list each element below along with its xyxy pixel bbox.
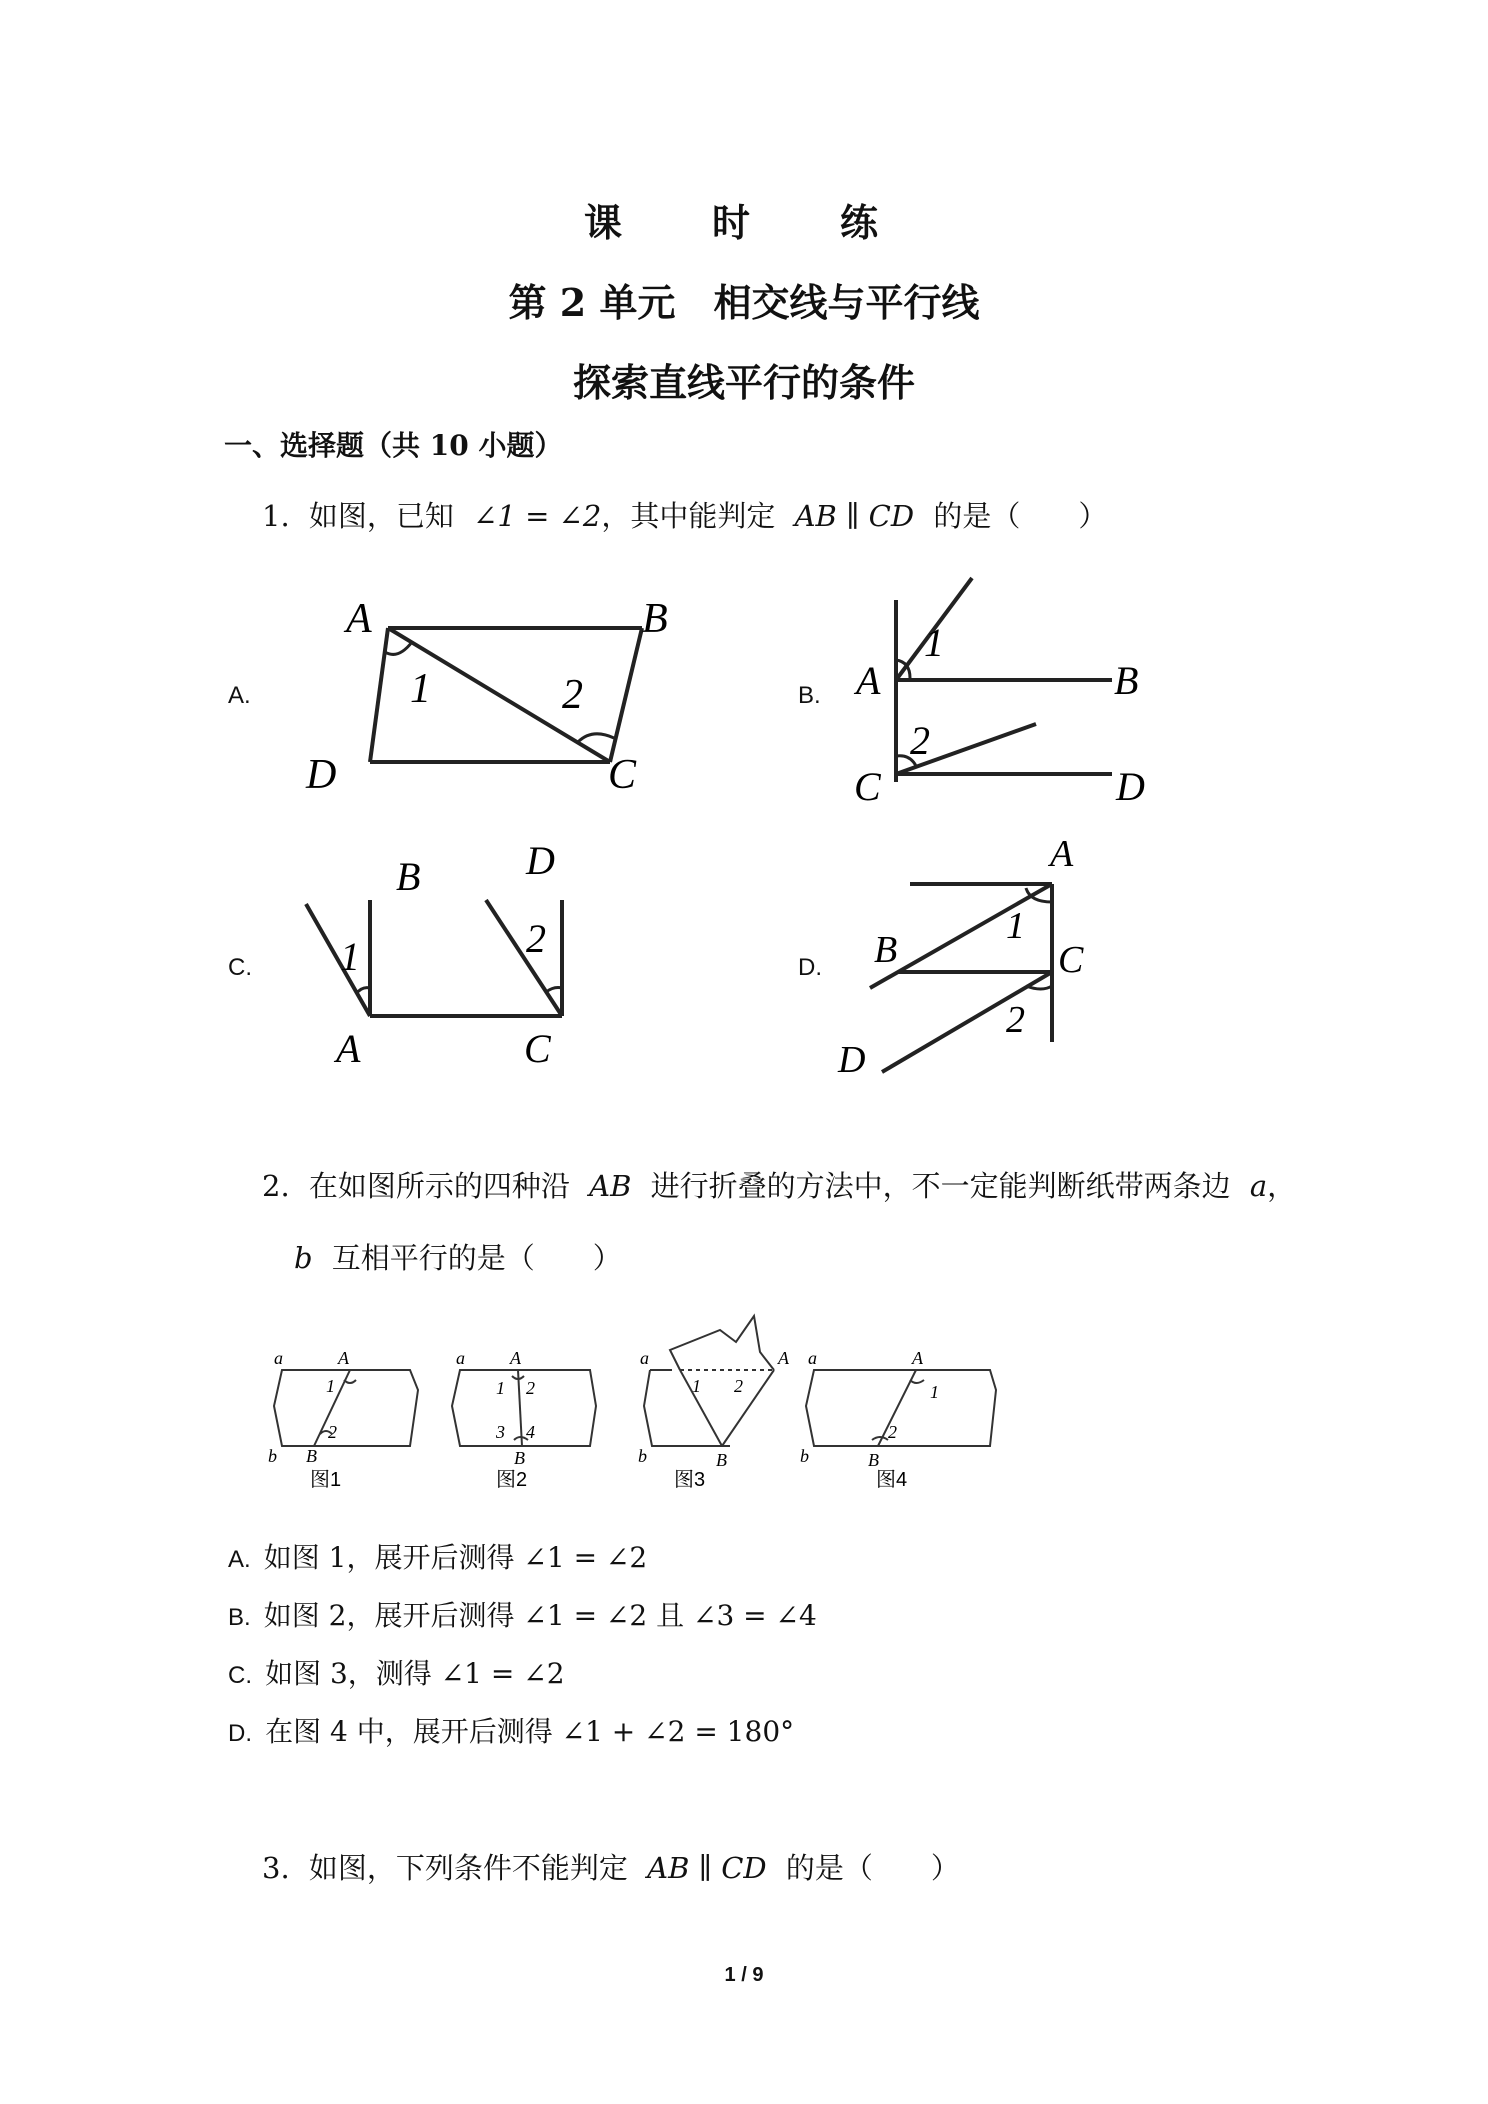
question-3	[262, 1846, 960, 1887]
angle-label-1: 1	[326, 1376, 335, 1396]
option-letter: D.	[228, 1720, 252, 1747]
label-a: a	[640, 1348, 649, 1368]
question-text: 的是（ ）	[933, 499, 1108, 533]
option-b[interactable]	[228, 1594, 817, 1634]
label-d: D	[526, 838, 555, 883]
option-text: 如图 1，展开后测得 ∠1 = ∠2	[263, 1541, 648, 1574]
label-c: C	[524, 1026, 551, 1071]
label-d: D	[838, 1039, 866, 1081]
angle-equation: ∠1 = ∠2	[473, 499, 602, 533]
angle-label-2: 2	[910, 718, 930, 763]
option-letter: B.	[228, 1604, 251, 1631]
angle-label-2: 2	[1006, 999, 1025, 1041]
angle-label-1: 1	[496, 1378, 505, 1398]
figure-1b	[840, 568, 1170, 818]
lesson-title: 探索直线平行的条件	[572, 360, 915, 405]
label-b: b	[268, 1446, 277, 1466]
question-text: 互相平行的是（ ）	[331, 1241, 622, 1275]
question-text: ，其中能判定	[601, 499, 776, 533]
label-a: A	[856, 658, 881, 703]
figure-1c	[290, 838, 600, 1078]
label-A: A	[510, 1348, 521, 1368]
label-b: B	[874, 929, 898, 971]
question-text: 的是（ ）	[785, 1851, 960, 1885]
label-b: b	[800, 1446, 809, 1466]
angle-label-1: 1	[924, 620, 944, 665]
parallel-notation: AB ∥ CD	[647, 1851, 767, 1885]
angle-label-2: 2	[734, 1376, 743, 1396]
variable-a: a	[1249, 1169, 1268, 1203]
option-c[interactable]	[228, 1652, 565, 1692]
option-letter-d: D.	[798, 954, 822, 981]
question-text: 进行折叠的方法中，不一定能判断纸带两条边	[650, 1169, 1231, 1203]
option-letter: C.	[228, 1662, 252, 1689]
angle-label-2: 2	[328, 1422, 337, 1442]
label-A: A	[338, 1348, 349, 1368]
question-number: 2.	[262, 1169, 290, 1203]
label-a: a	[274, 1348, 283, 1368]
angle-label-4: 4	[526, 1422, 535, 1442]
label-B: B	[868, 1450, 879, 1470]
label-b: B	[396, 854, 421, 899]
label-a: a	[456, 1348, 465, 1368]
figure-caption-4: 图4	[876, 1469, 908, 1491]
label-a: A	[346, 596, 372, 642]
label-b: b	[638, 1446, 647, 1466]
figure-1a	[300, 590, 700, 800]
parallel-notation: AB ∥ CD	[794, 499, 915, 533]
figure-caption-3: 图3	[674, 1469, 706, 1491]
angle-label-2: 2	[526, 1378, 535, 1398]
label-a: A	[1050, 833, 1074, 875]
angle-label-3: 3	[496, 1422, 505, 1442]
label-d: D	[306, 752, 337, 798]
option-text: 如图 2，展开后测得 ∠1 = ∠2 且 ∠3 = ∠4	[263, 1599, 817, 1632]
label-A: A	[912, 1348, 923, 1368]
angle-label-1: 1	[692, 1376, 701, 1396]
label-B: B	[306, 1446, 317, 1466]
angle-label-1: 1	[340, 934, 360, 979]
option-letter-b: B.	[798, 682, 821, 709]
option-letter-c: C.	[228, 954, 252, 981]
option-a[interactable]	[228, 1536, 647, 1576]
label-a: A	[336, 1026, 361, 1071]
label-c: C	[854, 764, 881, 809]
question-number: 3.	[262, 1851, 290, 1885]
label-c: C	[1058, 939, 1084, 981]
option-d[interactable]	[228, 1710, 794, 1750]
question-2-line-2	[294, 1236, 622, 1277]
angle-label-2: 2	[888, 1422, 897, 1442]
label-b: B	[1114, 658, 1139, 703]
angle-label-1: 1	[930, 1382, 939, 1402]
unit-title: 第 2 单元 相交线与平行线	[508, 280, 980, 325]
label-d: D	[1116, 764, 1145, 809]
page-number: 1 / 9	[724, 1964, 764, 1986]
angle-label-2: 2	[526, 916, 546, 961]
label-a: a	[808, 1348, 817, 1368]
figure-caption-1: 图1	[310, 1469, 342, 1491]
variable-b: b	[294, 1241, 313, 1275]
question-2-line-1	[262, 1164, 1296, 1205]
figure-caption-2: 图2	[496, 1469, 528, 1491]
figure-2-strips	[260, 1310, 1020, 1520]
question-text: 如图，下列条件不能判定	[308, 1851, 628, 1885]
question-text: 如图，已知	[308, 499, 454, 533]
page-title: 课 时 练	[583, 200, 904, 245]
label-B: B	[514, 1448, 525, 1468]
segment-ab: AB	[589, 1169, 632, 1203]
question-number: 1.	[262, 499, 290, 533]
section-heading: 一、选择题（共 10 小题）	[224, 429, 563, 462]
label-A: A	[778, 1348, 789, 1368]
label-B: B	[716, 1450, 727, 1470]
label-b: B	[642, 596, 668, 642]
label-c: C	[608, 752, 637, 798]
comma: ，	[1267, 1169, 1297, 1203]
question-1	[262, 494, 1107, 535]
figure-1d	[830, 833, 1150, 1086]
option-letter-a: A.	[228, 682, 251, 709]
angle-label-1: 1	[410, 666, 431, 712]
question-text: 在如图所示的四种沿	[308, 1169, 570, 1203]
angle-label-2: 2	[562, 672, 583, 718]
option-text: 在图 4 中，展开后测得 ∠1 + ∠2 = 180°	[265, 1715, 795, 1748]
angle-label-1: 1	[1006, 905, 1025, 947]
option-text: 如图 3，测得 ∠1 = ∠2	[265, 1657, 565, 1690]
option-letter: A.	[228, 1546, 251, 1573]
